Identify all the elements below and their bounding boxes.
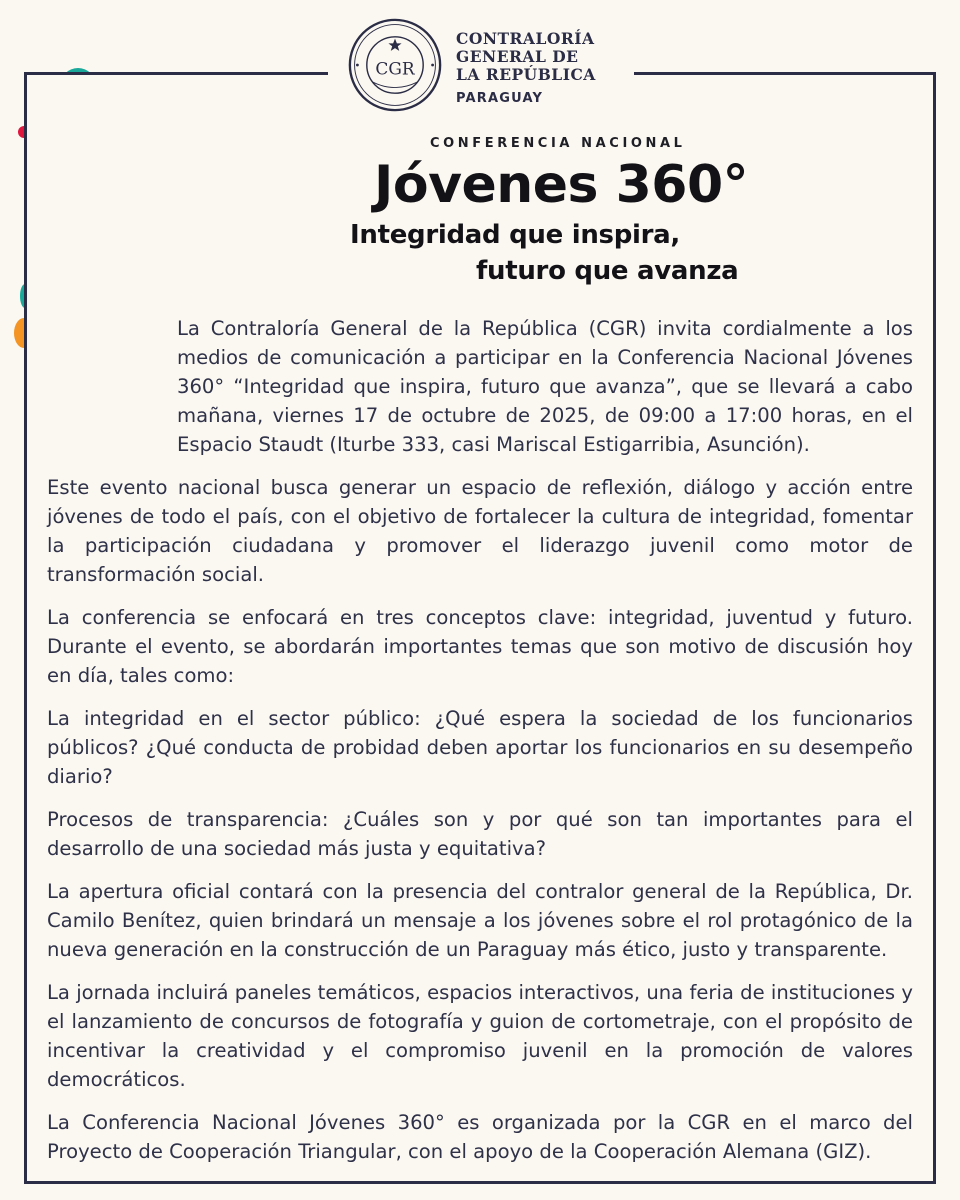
org-country: PARAGUAY bbox=[456, 91, 544, 106]
event-kicker: CONFERENCIA NACIONAL bbox=[430, 136, 686, 151]
cgr-seal-icon bbox=[348, 18, 442, 112]
event-tagline-line-1: Integridad que inspira, bbox=[350, 220, 680, 250]
paragraph: La Conferencia Nacional Jóvenes 360° es organizada por la CGR en el marco del Proyecto de Cooperación Triangular, con el apoyo de la Cooperación Alemana (GIZ). bbox=[47, 1111, 913, 1163]
paragraph: La jornada incluirá paneles temáticos, espacios interactivos, una feria de instituciones y el lanzamiento de concursos de fotografía y guion de cortometraje, con el propósito de incentivar la creatividad y el compromiso juvenil en la promoción de valores democráticos. bbox=[47, 981, 913, 1091]
paragraph: Procesos de transparencia: ¿Cuáles son y por qué son tan importantes para el desarrollo de una sociedad más justa y equitativa? bbox=[47, 808, 913, 860]
org-line-3: LA REPÚBLICA bbox=[456, 65, 596, 84]
paragraph: La apertura oficial contará con la presencia del contralor general de la República, Dr. Camilo Benítez, quien brindará un mensaje a los jóvenes sobre el rol protagónico de la nueva generación en la construcción de un Paraguay más ético, justo y transparente. bbox=[47, 880, 913, 961]
org-line-2: GENERAL DE bbox=[456, 47, 579, 66]
paragraph: La integridad en el sector público: ¿Qué espera la sociedad de los funcionarios públicos? ¿Qué conducta de probidad deben aportar los funcionarios en su desempeño diario? bbox=[47, 707, 913, 788]
paragraph-intro: La Contraloría General de la República (CGR) invita cordialmente a los medios de comunicación a participar en la Conferencia Nacional Jóvenes 360° “Integridad que inspira, futuro que avanza”, que se llevará a cabo mañana, viernes 17 de octubre de 2025, de 09:00 a 17:00 horas, en el Espacio Staudt (Iturbe 333, casi Mariscal Estigarribia, Asunción). bbox=[177, 317, 913, 456]
paragraph: La conferencia se enfocará en tres conceptos clave: integridad, juventud y futuro. Durante el evento, se abordarán importantes temas que son motivo de discusión hoy en día, tales como: bbox=[47, 606, 913, 687]
press-release-body bbox=[47, 314, 913, 1180]
event-tagline-line-2: futuro que avanza bbox=[476, 256, 739, 286]
event-title: Jóvenes 360° bbox=[374, 155, 749, 215]
header-logo bbox=[328, 0, 634, 118]
seal-text: CGR bbox=[375, 58, 415, 79]
paragraph: Este evento nacional busca generar un espacio de reflexión, diálogo y acción entre jóvenes de todo el país, con el objetivo de fortalecer la cultura de integridad, fomentar la participación ciudadana y promover el liderazgo juvenil como motor de transformación social. bbox=[47, 476, 913, 586]
organization-name bbox=[456, 30, 596, 108]
org-line-1: CONTRALORÍA bbox=[456, 29, 595, 48]
